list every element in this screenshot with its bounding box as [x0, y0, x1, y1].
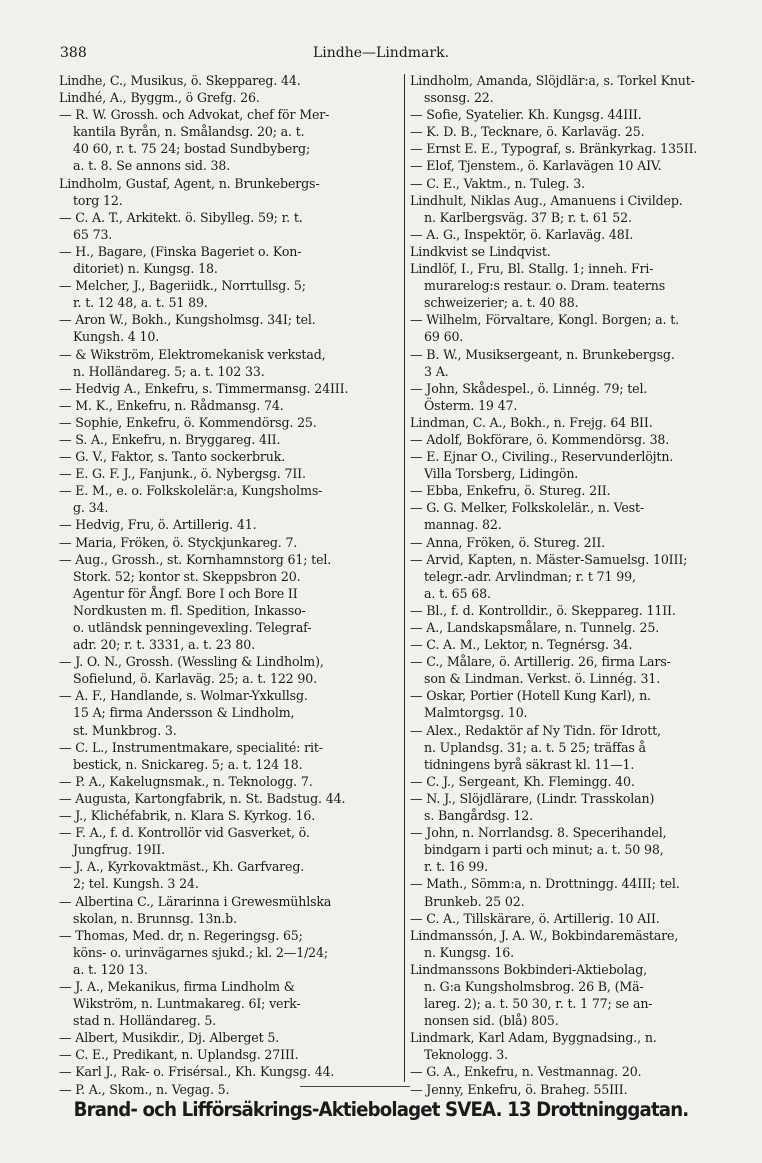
directory-entry-line: n. Kungsg. 16.: [424, 944, 514, 960]
directory-entry-line: Lindhe, C., Musikus, ö. Skeppareg. 44.: [59, 73, 301, 88]
directory-entry-line: Lindkvist se Lindqvist.: [410, 243, 551, 259]
directory-entry-line: a. t. 8. Se annons sid. 38.: [73, 158, 231, 174]
directory-entry-line: — Melcher, J., Bageriidk., Norrtullsg. 5;: [59, 278, 306, 294]
page-header: [0, 45, 762, 67]
directory-entry-line: Österm. 19 47.: [424, 397, 518, 413]
page-number: 388: [60, 45, 87, 61]
directory-entry-line: — Maria, Fröken, ö. Styckjunkareg. 7.: [59, 534, 298, 550]
directory-entry-line: — & Wikström, Elektromekanisk verkstad,: [59, 346, 326, 362]
directory-entry-line: 40 60, r. t. 75 24; bostad Sundbyberg;: [73, 141, 311, 157]
directory-entry-line: — Wilhelm, Förvaltare, Kongl. Borgen; a. t.: [410, 312, 679, 328]
footer-advertisement: Brand- och Lifförsäkrings-Aktiebolaget SVEA. 13 Drottninggatan.: [73, 1098, 689, 1121]
directory-entry-line: — Sofie, Syatelier. Kh. Kungsg. 44III.: [410, 107, 642, 123]
directory-entry-line: skolan, n. Brunnsg. 13n.b.: [73, 910, 237, 926]
directory-entry-line: 69 60.: [424, 329, 464, 345]
directory-entry-line: — Hedvig, Fru, ö. Artillerig. 41.: [59, 517, 257, 533]
directory-entry-line: — Arvid, Kapten, n. Mäster-Samuelsg. 10III;: [410, 551, 688, 567]
directory-entry-line: n. G:a Kungsholmsbrog. 26 B, (Mä-: [424, 978, 644, 994]
directory-entry-line: — Elof, Tjenstem., ö. Karlavägen 10 AIV.: [410, 158, 662, 174]
directory-entry-line: stad n. Holländareg. 5.: [73, 1013, 217, 1029]
directory-entry-line: bindgarn i parti och minut; a. t. 50 98,: [424, 842, 664, 858]
directory-entry-line: Jungfrug. 19II.: [73, 842, 165, 858]
directory-entry-line: — C. A. M., Lektor, n. Tegnérsg. 34.: [410, 637, 633, 653]
directory-entry-line: n. Karlbergsväg. 37 B; r. t. 61 52.: [424, 209, 632, 225]
directory-entry-line: Lindholm, Gustaf, Agent, n. Brunkebergs-: [59, 175, 320, 191]
directory-entry-line: r. t. 12 48, a. t. 51 89.: [73, 295, 208, 311]
directory-entry-line: ditoriet) n. Kungsg. 18.: [73, 261, 218, 277]
directory-entry-line: — Albertina C., Lärarinna i Grewesmühlska: [59, 893, 332, 909]
directory-entry-line: s. Bangårdsg. 12.: [424, 808, 534, 824]
directory-entry-line: — K. D. B., Tecknare, ö. Karlaväg. 25.: [410, 124, 645, 140]
directory-entry-line: — P. A., Skom., n. Vegag. 5.: [59, 1081, 230, 1097]
directory-entry-line: son & Lindman. Verkst. ö. Linnég. 31.: [424, 671, 661, 687]
directory-entry-line: murarelog:s restaur. o. Dram. teaterns: [424, 278, 666, 294]
directory-entry-line: — C. E., Predikant, n. Uplandsg. 27III.: [59, 1047, 299, 1063]
directory-entry-line: n. Uplandsg. 31; a. t. 5 25; träffas å: [424, 739, 646, 755]
directory-entry-line: — Anna, Fröken, ö. Stureg. 2II.: [410, 534, 605, 550]
directory-entry-line: — C. E., Vaktm., n. Tuleg. 3.: [410, 175, 585, 191]
directory-entry-line: Teknologg. 3.: [424, 1047, 509, 1063]
directory-entry-line: — E. G. F. J., Fanjunk., ö. Nybergsg. 7II.: [59, 466, 306, 482]
directory-entry-line: Lindholm, Amanda, Slöjdlär:a, s. Torkel Knut-: [410, 73, 695, 88]
left-column: [59, 72, 401, 1098]
directory-entry-line: mannag. 82.: [424, 517, 502, 533]
directory-entry-line: — C. A., Tillskärare, ö. Artillerig. 10 AII.: [410, 910, 660, 926]
directory-entry-line: — E. Ejnar O., Civiling., Reservunderlöjtn.: [410, 449, 674, 465]
directory-entry-line: 15 A; firma Andersson & Lindholm,: [73, 705, 295, 721]
directory-entry-line: — Sophie, Enkefru, ö. Kommendörsg. 25.: [59, 414, 317, 430]
directory-entry-line: Lindmark, Karl Adam, Byggnadsing., n.: [410, 1030, 657, 1046]
directory-entry-line: Agentur för Ångf. Bore I och Bore II: [73, 585, 298, 601]
directory-entry-line: — John, n. Norrlandsg. 8. Specerihandel,: [410, 825, 667, 841]
directory-entry-line: — C. L., Instrumentmakare, specialité: rit-: [59, 739, 323, 755]
directory-entry-line: st. Munkbrog. 3.: [73, 722, 177, 738]
directory-entry-line: — C., Målare, ö. Artillerig. 26, firma Lars-: [410, 654, 671, 670]
directory-entry-line: Lindlöf, I., Fru, Bl. Stallg. 1; inneh. Fri-: [410, 261, 654, 277]
directory-entry-line: 65 73.: [73, 226, 113, 242]
directory-entry-line: ssonsg. 22.: [424, 90, 494, 106]
directory-entry-line: Lindmanssons Bokbinderi-Aktiebolag,: [410, 961, 647, 977]
running-head: Lindhe—Lindmark.: [312, 45, 450, 61]
directory-entry-line: tidningens byrå säkrast kl. 11—1.: [424, 756, 635, 772]
directory-entry-line: — C. A. T., Arkitekt. ö. Sibylleg. 59; r. t.: [59, 209, 303, 225]
directory-entry-line: — Jenny, Enkefru, ö. Braheg. 55III.: [410, 1081, 628, 1097]
directory-entry-line: nonsen sid. (blå) 805.: [424, 1013, 559, 1029]
directory-entry-line: — Ernst E. E., Typograf, s. Bränkyrkag. 135II.: [410, 141, 698, 157]
directory-entry-line: lareg. 2); a. t. 50 30, r. t. 1 77; se an-: [424, 996, 653, 1012]
directory-entry-line: Wikström, n. Luntmakareg. 6I; verk-: [73, 996, 301, 1012]
directory-entry-line: köns- o. urinvägarnes sjukd.; kl. 2—1/24;: [73, 944, 328, 960]
directory-entry-line: n. Holländareg. 5; a. t. 102 33.: [73, 363, 265, 379]
directory-entry-line: adr. 20; r. t. 3331, a. t. 23 80.: [73, 637, 255, 653]
directory-entry-line: — Albert, Musikdir., Dj. Alberget 5.: [59, 1030, 280, 1046]
directory-entry-line: — G. G. Melker, Folkskolelär., n. Vest-: [410, 500, 645, 516]
directory-entry-line: kantila Byrån, n. Smålandsg. 20; a. t.: [73, 124, 305, 140]
directory-entry-line: telegr.-adr. Arvlindman; r. t 71 99,: [424, 568, 636, 584]
directory-entry-line: — Karl J., Rak- o. Frisérsal., Kh. Kungsg. 44.: [59, 1064, 335, 1080]
directory-entry-line: — J. O. N., Grossh. (Wessling & Lindholm),: [59, 654, 324, 670]
directory-entry-line: Malmtorgsg. 10.: [424, 705, 528, 721]
directory-entry-line: — J., Klichéfabrik, n. Klara S. Kyrkog. 16.: [59, 808, 316, 824]
directory-entry-line: — R. W. Grossh. och Advokat, chef för Mer-: [59, 107, 330, 123]
directory-entry-line: — C. J., Sergeant, Kh. Flemingg. 40.: [410, 773, 635, 789]
bottom-divider: [300, 1086, 410, 1087]
directory-entry-line: — G. A., Enkefru, n. Vestmannag. 20.: [410, 1064, 642, 1080]
directory-entry-line: g. 34.: [73, 500, 109, 516]
column-divider: [404, 74, 405, 1082]
directory-entry-line: Brunkeb. 25 02.: [424, 893, 525, 909]
directory-entry-line: 2; tel. Kungsh. 3 24.: [73, 876, 199, 892]
directory-entry-line: — Augusta, Kartongfabrik, n. St. Badstug. 44.: [59, 790, 346, 806]
directory-entry-line: — E. M., e. o. Folkskolelär:a, Kungsholms-: [59, 483, 323, 499]
directory-entry-line: Lindman, C. A., Bokh., n. Frejg. 64 BII.: [410, 414, 653, 430]
directory-entry-line: — Thomas, Med. dr, n. Regeringsg. 65;: [59, 927, 303, 943]
directory-entry-line: a. t. 120 13.: [73, 961, 148, 977]
directory-entry-line: — John, Skådespel., ö. Linnég. 79; tel.: [410, 380, 648, 396]
directory-entry-line: Nordkusten m. fl. Spedition, Inkasso-: [73, 602, 306, 618]
directory-entry-line: — M. K., Enkefru, n. Rådmansg. 74.: [59, 397, 284, 413]
directory-entry-line: — N. J., Slöjdlärare, (Lindr. Trasskolan): [410, 790, 655, 806]
directory-entry-line: — Bl., f. d. Kontrolldir., ö. Skeppareg. 11II.: [410, 602, 676, 618]
directory-entry-line: bestick, n. Snickareg. 5; a. t. 124 18.: [73, 756, 303, 772]
directory-entry-line: Villa Torsberg, Lidingön.: [424, 466, 579, 482]
directory-entry-line: 3 A.: [424, 363, 449, 379]
directory-entry-line: — Aron W., Bokh., Kungsholmsg. 34I; tel.: [59, 312, 316, 328]
directory-entry-line: — A., Landskapsmålare, n. Tunnelg. 25.: [410, 620, 660, 635]
directory-entry-line: torg 12.: [73, 192, 123, 208]
directory-entry-line: Stork. 52; kontor st. Skeppsbron 20.: [73, 568, 301, 584]
directory-entry-line: Lindmanssón, J. A. W., Bokbindaremästare,: [410, 927, 679, 943]
directory-entry-line: — A. F., Handlande, s. Wolmar-Yxkullsg.: [59, 688, 308, 704]
directory-entry-line: — Adolf, Bokförare, ö. Kommendörsg. 38.: [410, 431, 670, 447]
directory-entry-line: — B. W., Musiksergeant, n. Brunkebergsg.: [410, 346, 675, 362]
directory-entry-line: — Ebba, Enkefru, ö. Stureg. 2II.: [410, 483, 611, 499]
directory-entry-line: Kungsh. 4 10.: [73, 329, 160, 345]
directory-entry-line: — J. A., Kyrkovaktmäst., Kh. Garfvareg.: [59, 859, 305, 875]
directory-entry-line: — S. A., Enkefru, n. Bryggareg. 4II.: [59, 431, 281, 447]
directory-entry-line: — Hedvig A., Enkefru, s. Timmermansg. 24III.: [59, 380, 349, 396]
directory-entry-line: — P. A., Kakelugnsmak., n. Teknologg. 7.: [59, 773, 313, 789]
directory-entry-line: o. utländsk penningevexling. Telegraf-: [73, 620, 312, 635]
directory-entry-line: — Aug., Grossh., st. Kornhamnstorg 61; tel.: [59, 551, 332, 567]
directory-entry-line: a. t. 65 68.: [424, 585, 491, 601]
directory-entry-line: Lindhé, A., Byggm., ö Grefg. 26.: [59, 90, 260, 106]
directory-entry-line: Sofielund, ö. Karlaväg. 25; a. t. 122 90.: [73, 671, 317, 687]
directory-entry-line: — Oskar, Portier (Hotell Kung Karl), n.: [410, 688, 651, 704]
directory-entry-line: — Alex., Redaktör af Ny Tidn. för Idrott,: [410, 722, 661, 738]
directory-entry-line: r. t. 16 99.: [424, 859, 488, 875]
directory-entry-line: Lindhult, Niklas Aug., Amanuens i Civildep.: [410, 192, 683, 208]
directory-entry-line: — F. A., f. d. Kontrollör vid Gasverket, ö.: [59, 825, 310, 841]
directory-entry-line: — Math., Sömm:a, n. Drottningg. 44III; tel.: [410, 876, 680, 892]
right-column: [410, 72, 755, 1098]
directory-entry-line: — J. A., Mekanikus, firma Lindholm &: [59, 978, 295, 994]
directory-entry-line: — H., Bagare, (Finska Bageriet o. Kon-: [59, 243, 302, 259]
directory-entry-line: — A. G., Inspektör, ö. Karlaväg. 48I.: [410, 226, 634, 242]
directory-entry-line: — G. V., Faktor, s. Tanto sockerbruk.: [59, 449, 286, 465]
directory-entry-line: schweizerier; a. t. 40 88.: [424, 295, 579, 311]
